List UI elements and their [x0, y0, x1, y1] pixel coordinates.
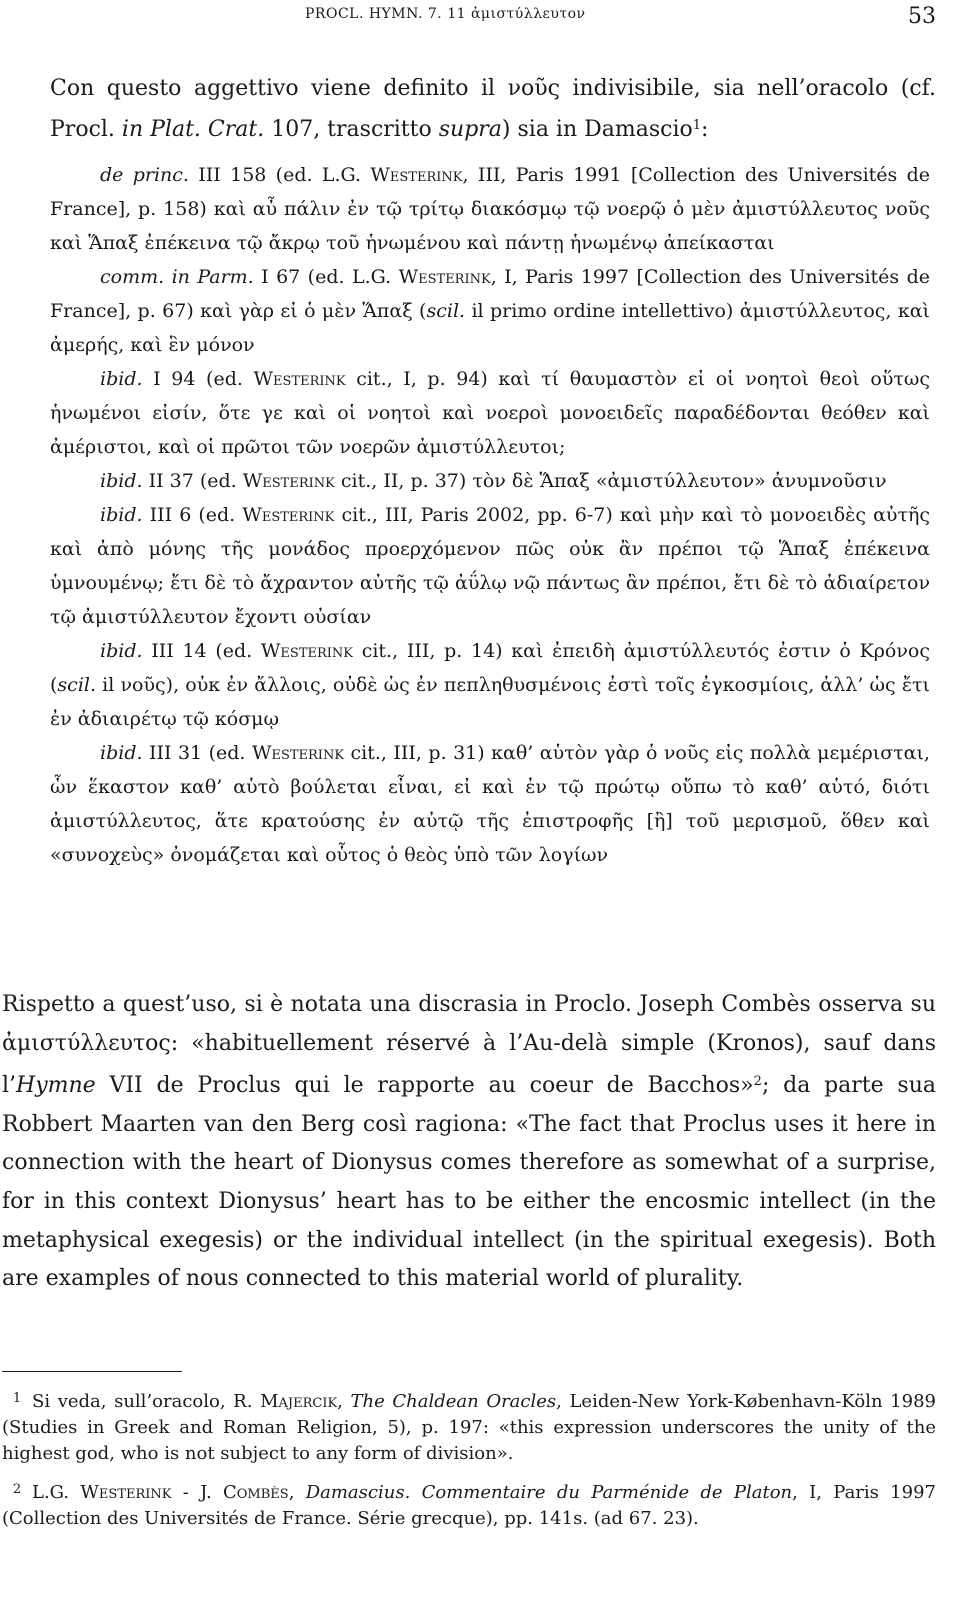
- intro-paragraph: Con questo aggettivo viene definito il νοῦς indivisibile, sia nell’oracolo (cf. Procl. in Plat. Crat. 107, trascritto supra) sia in Damascio$^1$:: [50, 76, 936, 142]
- scil-abbrev: scil.: [426, 300, 466, 322]
- body-paragraph: Rispetto a quest’uso, si è notata una discrasia in Proclo. Joseph Combès osserva su ἀμιστύλλευτος: «habituellement réservé à l’Au-delà simple (Kronos), sauf dans l’Hymne VII de Proclus qui le rapporte au coeur de Bacchos»$^2$; da parte sua Robbert Maarten van den Berg così ragiona: «The fact that Proclus uses it here in connection with the heart of Dionysus comes therefore as somewhat of a surprise, for in this context Dionysus’ heart has to be either the encosmic intellect (in the metaphysical exegesis) or the individual intellect (in the spiritual exegesis). Both are examples of nous connected to this material world of plurality.: [2, 992, 937, 1292]
- greek-text: καὶ μὴν καὶ τὸ μονοειδὲς αὐτῆς καὶ ἀπὸ μόνης τῆς μονάδος προερχόμενον πῶς οὐκ ἂν πρέποι τῷ Ἅπαξ ἐπέκεινα ὑμνουμένῳ; ἔτι δὲ τὸ ἄχραντον αὐτῆς τῷ ἀΰλῳ νῷ πάντως ἂν πρέποι, ἔτι δὲ τὸ ἀδιαίρετον τῷ ἀμιστύλλευτον ἔχοντι οὐσίαν: [50, 504, 931, 628]
- quotation-block: ibid. I 94 (ed. Westerink cit., I, p. 94) καὶ τί θαυμαστὸν εἰ οἱ νοητοὶ θεοὶ οὕτως ἡνωμένοι εἰσίν, ὅτε γε καὶ οἱ νοητοὶ καὶ νοεροὶ μονοειδεῖς παραδέδονται θεόθεν καὶ ἀμέριστοι, καὶ οἱ πρῶτοι τῶν νοερῶν ἀμιστύλλευτοι;: [50, 368, 931, 458]
- footnote-2: 2 L.G. Westerink - J. Combès, Damascius. Commentaire du Parménide de Platon, I, Paris 1997 (Collection des Universités de France. Série grecque), pp. 141s. (ad 67. 23).: [2, 1477, 936, 1532]
- page-number: 53: [908, 4, 936, 29]
- work-title: ibid.: [100, 504, 143, 526]
- work-title: ibid.: [100, 368, 143, 390]
- editor-name: Westerink: [242, 470, 335, 492]
- work-title: ibid.: [100, 742, 143, 764]
- author-name: Westerink: [80, 1482, 172, 1503]
- author-name: Majercik: [260, 1391, 338, 1412]
- greek-text: καὶ γὰρ εἰ ὁ μὲν Ἅπαξ (: [200, 300, 427, 322]
- quotation-blocks: [50, 158, 930, 872]
- editor-name: Westerink: [398, 266, 491, 288]
- editor-name: Westerink: [251, 742, 345, 764]
- greek-text: καὶ αὖ πάλιν ἐν τῷ τρίτῳ διακόσμῳ τῷ νοερῷ ὁ μὲν ἀμιστύλλευτος νοῦς καὶ Ἅπαξ ἐπέκεινα τῷ ἄκρῳ τοῦ ἡνωμένου καὶ πάντῃ ἡνωμένῳ ἀπείκασται: [50, 198, 931, 254]
- greek-text: καὶ ἐπειδὴ ἀμιστύλλευτός ἐστιν ὁ Κρόνος (: [50, 640, 931, 696]
- hymne-word: Hymne: [16, 1073, 96, 1099]
- footnotes: [2, 1386, 936, 1542]
- work-ref: in Plat. Crat.: [121, 117, 265, 142]
- book-title: The Chaldean Oracles: [350, 1391, 557, 1412]
- footnote-ref-1[interactable]: 1: [692, 118, 702, 133]
- work-title: de princ.: [100, 164, 189, 186]
- footnote-number: 1: [12, 1391, 22, 1406]
- greek-text: καθ’ αὑτὸν γὰρ ὁ νοῦς εἰς πολλὰ μεμέρισται, ὧν ἕκαστον καθ’ αὑτὸ βούλεται εἶναι, εἰ καὶ ἐν τῷ πρώτῳ οὔπω τὸ καθ’ αὑτό, διότι ἀμιστύλλευτος, ἅτε κρατούσης ἐν αὐτῷ τῆς ἐπιστροφῆς [ἢ] τοῦ μερισμοῦ, ὅθεν καὶ «συνοχεὺς» ὀνομάζεται καὶ οὗτος ὁ θεὸς ὑπὸ τῶν λογίων: [50, 742, 930, 866]
- editor-name: Westerink: [260, 640, 353, 662]
- running-head: PROCL. HYMN. 7. 11 ἀμιστύλλευτον: [305, 6, 586, 22]
- work-title: ibid.: [100, 470, 143, 492]
- editor-name: Westerink: [242, 504, 335, 526]
- editor-name: Westerink: [253, 368, 346, 390]
- quotation-block: ibid. II 37 (ed. Westerink cit., II, p. 37) τὸν δὲ Ἅπαξ «ἀμιστύλλευτον» ἀνυμνοῦσιν: [100, 470, 887, 492]
- work-title: ibid.: [100, 640, 143, 662]
- author-name: Combès: [222, 1482, 289, 1503]
- quotation-block: comm. in Parm. I 67 (ed. L.G. Westerink, I, Paris 1997 [Collection des Universités de France], p. 67) καὶ γὰρ εἰ ὁ μὲν Ἅπαξ (scil. il primo ordine intellettivo) ἀμιστύλλευτος, καὶ ἀμερής, καὶ ἓν μόνον: [50, 266, 931, 356]
- greek-text: καὶ τί θαυμαστὸν εἰ οἱ νοητοὶ θεοὶ οὕτως ἡνωμένοι εἰσίν, ὅτε γε καὶ οἱ νοητοὶ καὶ νοεροὶ μονοειδεῖς παραδέδονται θεόθεν καὶ ἀμέριστοι, καὶ οἱ πρῶτοι τῶν νοερῶν ἀμιστύλλευτοι;: [50, 368, 931, 458]
- quotation-block: de princ. III 158 (ed. L.G. Westerink, III, Paris 1991 [Collection des Universités de France], p. 158) καὶ αὖ πάλιν ἐν τῷ τρίτῳ διακόσμῳ τῷ νοερῷ ὁ μὲν ἀμιστύλλευτος νοῦς καὶ Ἅπαξ ἐπέκεινα τῷ ἄκρῳ τοῦ ἡνωμένου καὶ πάντῃ ἡνωμένῳ ἀπείκασται: [50, 164, 931, 254]
- footnote-ref-2[interactable]: 2: [753, 1074, 762, 1090]
- footnote-separator: [2, 1371, 182, 1372]
- greek-text: il νοῦς), οὐκ ἐν ἄλλοις, οὐδὲ ὡς ἐν πεπληθυσμένοις ἐστὶ τοῖς ἐγκοσμίοις, ἀλλ’ ὡς ἔτι ἐν ἀδιαιρέτῳ τῷ κόσμῳ: [50, 674, 930, 730]
- scil-abbrev: scil.: [57, 674, 97, 696]
- greek-text: τὸν δὲ Ἅπαξ «ἀμιστύλλευτον» ἀνυμνοῦσιν: [472, 470, 887, 492]
- quotation-block: ibid. III 14 (ed. Westerink cit., III, p. 14) καὶ ἐπειδὴ ἀμιστύλλευτός ἐστιν ὁ Κρόνος (scil. il νοῦς), οὐκ ἐν ἄλλοις, οὐδὲ ὡς ἐν πεπληθυσμένοις ἐστὶ τοῖς ἐγκοσμίοις, ἀλλ’ ὡς ἔτι ἐν ἀδιαιρέτῳ τῷ κόσμῳ: [50, 640, 931, 730]
- work-title: comm. in Parm.: [100, 266, 254, 288]
- editor-name: Westerink: [370, 164, 463, 186]
- greek-text: il primo ordine intellettivo) ἀμιστύλλευτος, καὶ ἀμερής, καὶ ἓν μόνον: [50, 300, 931, 356]
- book-title: Damascius. Commentaire du Parménide de Platon: [305, 1482, 793, 1503]
- quotation-block: ibid. III 31 (ed. Westerink cit., III, p. 31) καθ’ αὑτὸν γὰρ ὁ νοῦς εἰς πολλὰ μεμέρισται, ὧν ἕκαστον καθ’ αὑτὸ βούλεται εἶναι, εἰ καὶ ἐν τῷ πρώτῳ οὔπω τὸ καθ’ αὑτό, διότι ἀμιστύλλευτος, ἅτε κρατούσης ἐν αὐτῷ τῆς ἐπιστροφῆς [ἢ] τοῦ μερισμοῦ, ὅθεν καὶ «συνοχεὺς» ὀνομάζεται καὶ οὗτος ὁ θεὸς ὑπὸ τῶν λογίων: [50, 742, 930, 866]
- quotation-block: ibid. III 6 (ed. Westerink cit., III, Paris 2002, pp. 6-7) καὶ μὴν καὶ τὸ μονοειδὲς αὐτῆς καὶ ἀπὸ μόνης τῆς μονάδος προερχόμενον πῶς οὐκ ἂν πρέποι τῷ Ἅπαξ ἐπέκεινα ὑμνουμένῳ; ἔτι δὲ τὸ ἄχραντον αὐτῆς τῷ ἀΰλῳ νῷ πάντως ἂν πρέποι, ἔτι δὲ τὸ ἀδιαίρετον τῷ ἀμιστύλλευτον ἔχοντι οὐσίαν: [50, 504, 931, 628]
- supra-word: supra: [438, 117, 502, 142]
- footnote-number: 2: [12, 1482, 22, 1497]
- footnote-1: 1 Si veda, sull’oracolo, R. Majercik, The Chaldean Oracles, Leiden-New York-København-Köln 1989 (Studies in Greek and Roman Religion, 5), p. 197: «this expression underscores the unity of the highest god, who is not subject to any form of division».: [2, 1386, 936, 1467]
